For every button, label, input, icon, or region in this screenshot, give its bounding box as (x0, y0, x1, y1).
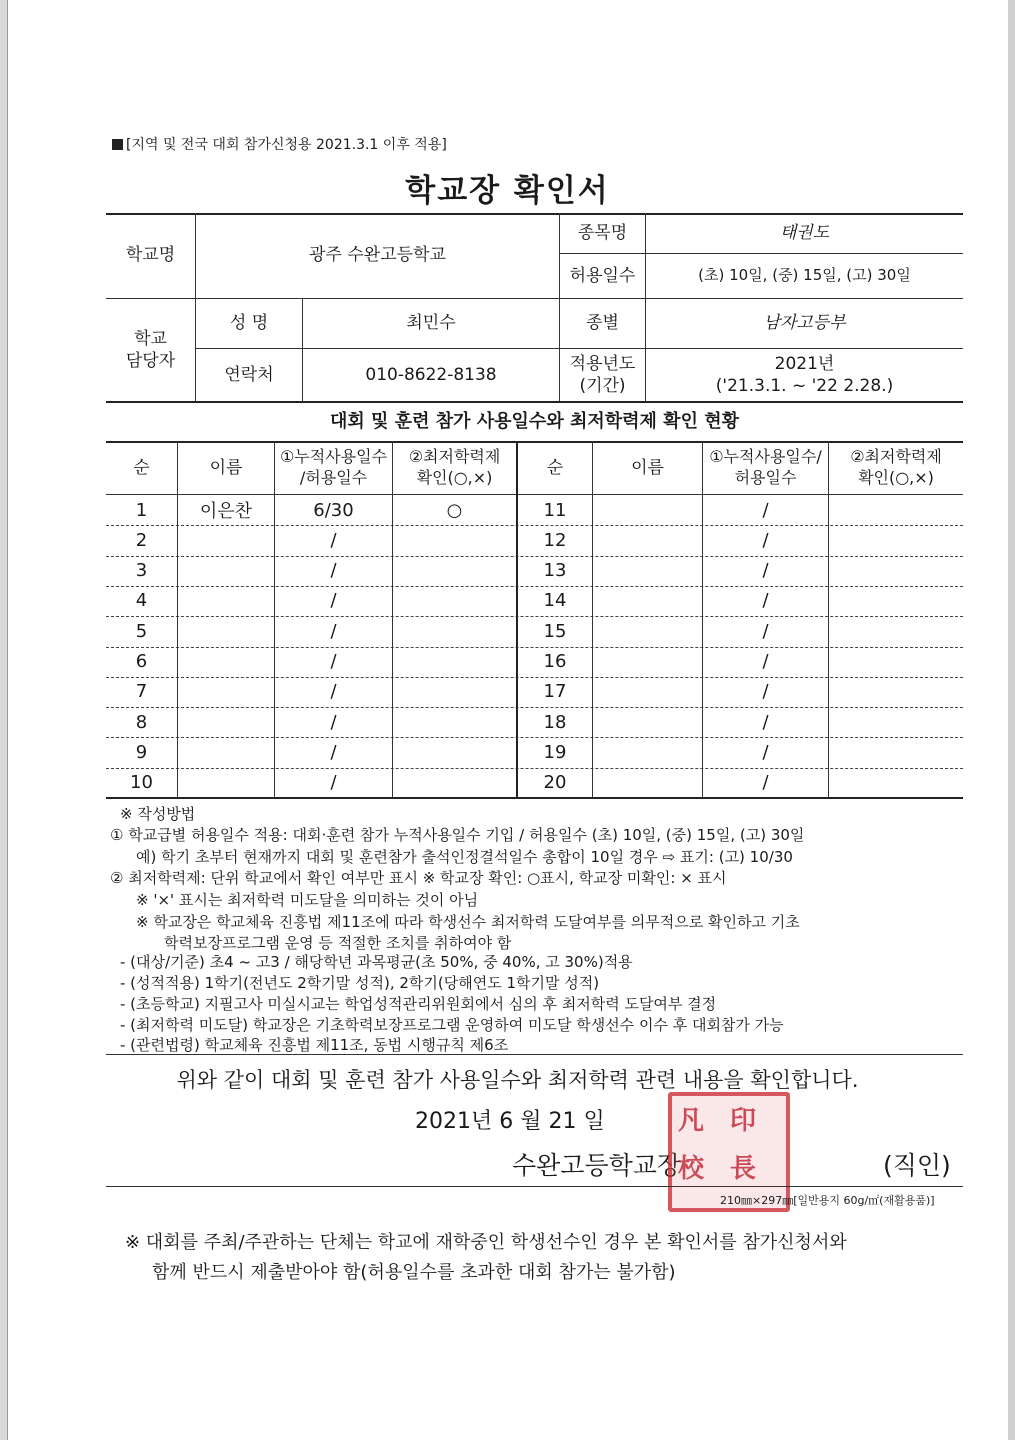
header-academic-line-2: 확인(○,×) (416, 468, 493, 487)
table-cell-used2: / (762, 741, 769, 763)
table-cell-seq: 9 (135, 741, 148, 763)
header-seq: 순 (133, 457, 150, 478)
table-cell-mark2 (829, 495, 963, 525)
table-cell-name2 (593, 677, 702, 707)
footer-note-line-2: 함께 반드시 제출받아야 함(허용일수를 초과한 대회 참가는 불가함) (152, 1262, 676, 1283)
note-dash-1: - (대상/기준) 초4 ~ 고3 / 해당학년 과목평균(초 50%, 중 40%, 고 30%)적용 (120, 953, 633, 971)
table-cell-used2: / (762, 590, 769, 612)
table-cell-mark (393, 768, 516, 798)
page-right-shadow (1008, 0, 1015, 1440)
table-cell-used: / (330, 529, 337, 551)
table-cell-seq2: 20 (543, 772, 567, 794)
table-cell-name2 (593, 707, 702, 737)
note-2: ② 최저학력제: 단위 학교에서 확인 여부만 표시 ※ 학교장 확인: ○표시, 학교장 미확인: × 표시 (110, 869, 727, 887)
table-cell-mark (393, 525, 516, 555)
manager-label (106, 299, 195, 401)
section-title: 대회 및 훈련 참가 사용일수와 최저학력제 확인 현황 (329, 411, 739, 433)
table-cell-name (178, 707, 274, 737)
year-value-line-1: 2021년 (774, 353, 835, 374)
table-cell-mark2 (829, 737, 963, 767)
note-1-example: 예) 학기 초부터 현재까지 대회 및 훈련참가 출석인정결석일수 총합이 10일 경우 ⇨ 표기: (고) 10/30 (136, 848, 793, 866)
table-cell-used: / (330, 681, 337, 703)
table-cell-used2: / (762, 711, 769, 733)
table-cell-mark (393, 586, 516, 616)
table-cell-seq2: 13 (543, 560, 567, 582)
table-cell-mark (393, 647, 516, 677)
table-cell-name (178, 677, 274, 707)
header-used-days-line-2: /허용일수 (299, 468, 368, 487)
table-cell-used: / (330, 560, 337, 582)
table-cell-mark2 (829, 525, 963, 555)
header-academic-line-1: ②최저학력제 (408, 447, 501, 467)
page-left-edge (7, 0, 8, 1440)
table-cell-used: / (330, 741, 337, 763)
table-cell-name2 (593, 586, 702, 616)
table-cell-used2: / (762, 620, 769, 642)
year-value-line-2: ('21.3.1. ~ '22 2.28.) (715, 376, 894, 396)
note-dash-5: - (관련법령) 학교체육 진흥법 제11조, 동법 시행규칙 제6조 (120, 1036, 509, 1054)
signature-bottom-border (106, 1186, 963, 1187)
table-cell-seq: 6 (135, 651, 148, 672)
note-dash-3: - (초등학교) 지필고사 미실시교는 학업성적관리위원회에서 심의 후 최저학력 도달여부 결정 (120, 995, 717, 1013)
note-heading: ※ 작성방법 (120, 805, 196, 823)
allowed-days-value: (초) 10일, (중) 15일, (고) 30일 (698, 266, 911, 285)
table-cell-mark2 (829, 707, 963, 737)
table-cell-used: / (330, 651, 337, 672)
header-used-days (275, 442, 392, 494)
table-cell-name2 (593, 616, 702, 646)
table-cell-mark: ○ (446, 499, 463, 521)
document-title: 학교장 확인서 (405, 173, 610, 209)
table-cell-seq2: 17 (543, 681, 567, 703)
note-dash-4: - (최저학력 미도달) 학교장은 기초학력보장프로그램 운영하여 미도달 학생선수 이수 후 대회참가 가능 (120, 1016, 784, 1034)
school-label: 학교명 (125, 245, 176, 266)
table-cell-seq2: 15 (543, 620, 567, 642)
table-cell-name (178, 556, 274, 586)
note-2-sub-2-cont: 학력보장프로그램 운영 등 적절한 조치를 취하여야 함 (164, 934, 512, 952)
category-label: 종별 (586, 313, 619, 334)
table-cell-seq: 3 (135, 560, 148, 582)
confirmation-statement: 위와 같이 대회 및 훈련 참가 사용일수와 최저학력 관련 내용을 확인합니다. (176, 1068, 859, 1092)
year-value (646, 349, 963, 401)
manager-label-line-2: 담당자 (125, 351, 176, 371)
table-cell-name (178, 586, 274, 616)
table-cell-mark (393, 677, 516, 707)
header-used-days-line-1: ①누적사용일수 (279, 447, 388, 467)
table-cell-name (178, 647, 274, 677)
table-cell-name2 (593, 556, 702, 586)
table-cell-mark2 (829, 768, 963, 798)
table-cell-seq: 10 (130, 772, 153, 794)
name-label: 성 명 (229, 313, 269, 334)
table-cell-used2: / (762, 529, 769, 551)
year-label-line-1: 적용년도 (569, 353, 636, 374)
table-cell-used2: / (762, 499, 769, 521)
year-label-line-2: (기간) (579, 376, 626, 396)
info-table-bottom-border (106, 401, 963, 403)
table-cell-seq: 2 (135, 529, 148, 551)
table-cell-name (178, 768, 274, 798)
sport-label: 종목명 (577, 222, 628, 243)
table-cell-used2: / (762, 560, 769, 582)
header-academic-right-line-2: 확인(○,×) (858, 468, 934, 487)
table-cell-seq2: 11 (543, 499, 567, 521)
table-cell-name2 (593, 647, 702, 677)
year-label (560, 349, 645, 401)
table-cell-seq2: 14 (543, 590, 567, 612)
table-cell-seq2: 19 (543, 741, 567, 763)
table-cell-seq: 4 (135, 590, 148, 612)
table-cell-used: / (330, 772, 337, 794)
table-cell-used: / (330, 620, 337, 642)
header-note (112, 134, 447, 154)
table-cell-used: / (330, 711, 337, 733)
table-cell-seq: 7 (135, 681, 148, 703)
table-cell-used2: / (762, 772, 769, 794)
header-name: 이름 (209, 457, 243, 478)
table-cell-mark (393, 616, 516, 646)
notes-bottom-border (106, 1054, 963, 1055)
note-2-sub-2: ※ 학교장은 학교체육 진흥법 제11조에 따라 학생선수 최저학력 도달여부를 의무적으로 확인하고 기초 (136, 913, 800, 931)
name-value: 최민수 (406, 313, 456, 334)
table-cell-seq2: 18 (543, 711, 567, 733)
issue-date: 2021년 6 월 21 일 (415, 1109, 605, 1134)
table-cell-mark2 (829, 647, 963, 677)
note-dash-2: - (성적적용) 1학기(전년도 2학기말 성적), 2학기(당해연도 1학기말 성적) (120, 974, 600, 992)
note-1: ① 학교급별 허용일수 적용: 대회·훈련 참가 누적사용일수 기입 / 허용일수 (초) 10일, (중) 15일, (고) 30일 (110, 826, 805, 844)
table-cell-mark (393, 737, 516, 767)
table-cell-seq: 1 (135, 499, 148, 521)
category-value: 남자고등부 (763, 313, 846, 334)
header-academic (393, 442, 516, 494)
table-cell-mark2 (829, 677, 963, 707)
table-cell-mark2 (829, 616, 963, 646)
school-value: 광주 수완고등학교 (309, 245, 446, 266)
table-cell-used2: / (762, 651, 769, 672)
table-cell-name (178, 737, 274, 767)
note-2-sub-1: ※ '×' 표시는 최저학력 미도달을 의미하는 것이 아님 (136, 891, 479, 909)
header-used-days-right-line-2: 허용일수 (734, 468, 797, 487)
footer-note-line-1: ※ 대회를 주최/주관하는 단체는 학교에 재학중인 학생선수인 경우 본 확인서를 참가신청서와 (125, 1232, 847, 1253)
table-cell-name2 (593, 495, 702, 525)
paper-spec-note: 210㎜×297㎜[일반용지 60g/㎡(재활용품)] (720, 1194, 935, 1207)
table-cell-name (178, 616, 274, 646)
table-cell-mark2 (829, 586, 963, 616)
table-cell-seq2: 12 (543, 529, 567, 551)
header-note-text: [지역 및 전국 대회 참가신청용 2021.3.1 이후 적용] (126, 137, 447, 153)
table-cell-name2 (593, 768, 702, 798)
table-cell-mark2 (829, 556, 963, 586)
official-seal-stamp: 凡 印 校 長 (668, 1092, 790, 1212)
header-academic-right-line-1: ②최저학력제 (850, 447, 942, 467)
sport-value: 태권도 (779, 222, 830, 243)
table-cell-name2 (593, 525, 702, 555)
table-cell-name: 이은찬 (199, 501, 253, 522)
table-cell-seq: 8 (135, 711, 148, 733)
manager-label-line-1: 학교 (134, 328, 167, 349)
table-cell-seq2: 16 (543, 651, 567, 672)
principal-signature-name: 수완고등학교장 (512, 1151, 682, 1180)
table-cell-name (178, 525, 274, 555)
table-cell-name2 (593, 737, 702, 767)
header-academic-right (829, 442, 963, 494)
table-cell-mark (393, 707, 516, 737)
contact-value: 010-8622-8138 (365, 364, 497, 385)
table-cell-mark (393, 556, 516, 586)
table-cell-used: / (330, 590, 337, 612)
header-seq-right: 순 (546, 457, 564, 478)
official-seal-label: (직인) (883, 1151, 951, 1180)
table-cell-seq: 5 (135, 620, 148, 642)
table-cell-used: 6/30 (313, 499, 354, 521)
table-cell-used2: / (762, 681, 769, 703)
allowed-days-label: 허용일수 (569, 265, 636, 286)
header-name-right: 이름 (631, 457, 664, 478)
header-used-days-right-line-1: ①누적사용일수/ (709, 447, 822, 467)
square-bullet-icon (112, 139, 123, 150)
contact-label: 연락처 (224, 364, 274, 385)
header-used-days-right (703, 442, 828, 494)
